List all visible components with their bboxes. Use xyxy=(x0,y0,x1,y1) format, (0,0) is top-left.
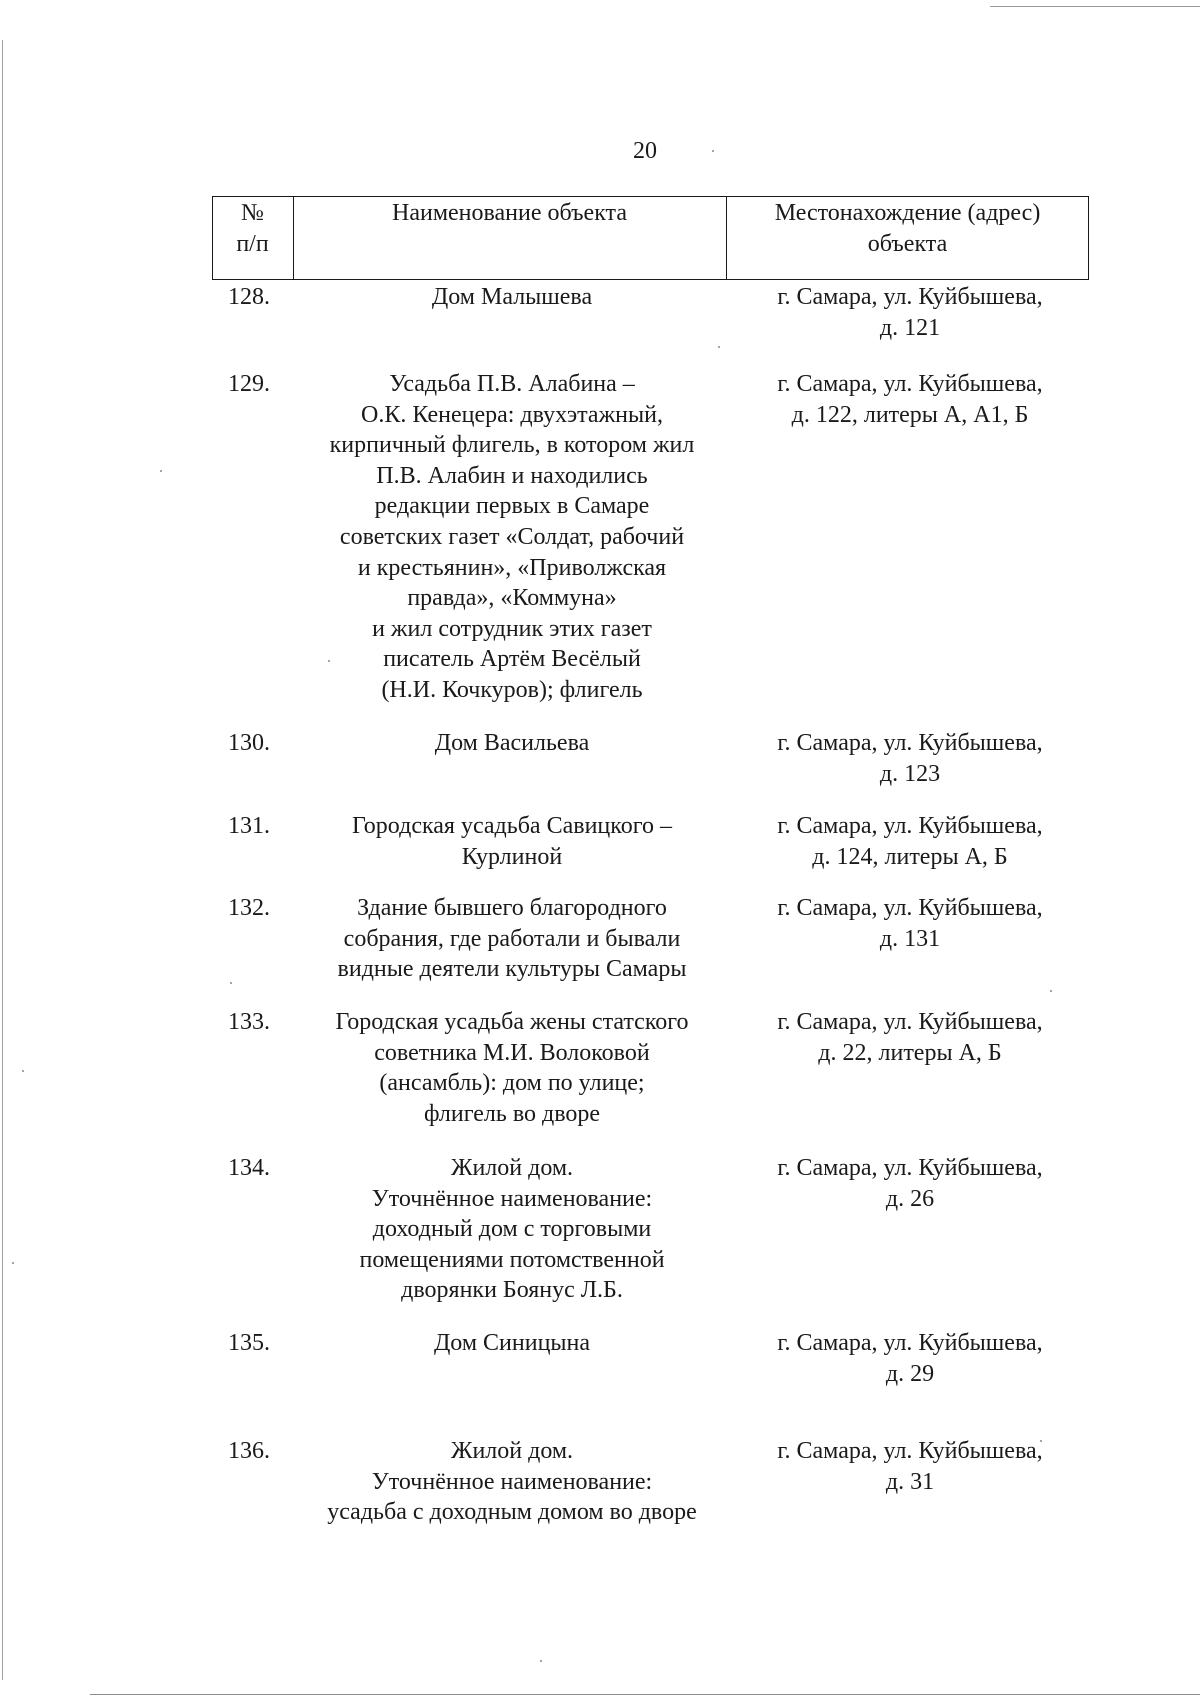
scan-speck xyxy=(230,982,232,984)
scan-speck xyxy=(22,1070,24,1072)
object-address: г. Самара, ул. Куйбышева, д. 26 xyxy=(777,1155,1043,1212)
object-name: Здание бывшего благородного собрания, где работали и бывали видные деятели культуры Самары xyxy=(337,895,687,983)
row-number: 133. xyxy=(228,1009,270,1035)
object-name: Дом Васильева xyxy=(434,730,590,756)
header-object-name: Наименование объекта xyxy=(392,200,627,226)
scan-edge-top xyxy=(990,6,1200,7)
scan-speck xyxy=(712,150,714,152)
object-name: Жилой дом. Уточнённое наименование: усадьба с доходным домом во дворе xyxy=(327,1438,697,1526)
object-address: г. Самара, ул. Куйбышева, д. 22, литеры А, Б xyxy=(777,1009,1043,1066)
row-number: 132. xyxy=(228,895,270,921)
object-name: Городская усадьба жены статского советника М.И. Волоковой (ансамбль): дом по улице; флигель во дворе xyxy=(335,1009,689,1127)
scan-speck xyxy=(160,470,162,472)
object-name: Жилой дом. Уточнённое наименование: доходный дом с торговыми помещениями потомственной дворянки Боянус Л.Б. xyxy=(359,1155,665,1304)
scan-speck xyxy=(12,1262,14,1264)
row-number: 135. xyxy=(228,1330,270,1356)
object-name: Городская усадьба Савицкого – Курлиной xyxy=(352,813,672,870)
row-number: 131. xyxy=(228,813,270,839)
object-address: г. Самара, ул. Куйбышева, д. 122, литеры А, А1, Б xyxy=(777,371,1043,428)
object-name: Дом Синицына xyxy=(433,1330,591,1356)
row-number: 129. xyxy=(228,371,270,397)
object-address: г. Самара, ул. Куйбышева, д. 31 xyxy=(777,1438,1043,1495)
row-number: 128. xyxy=(228,284,270,310)
scan-speck xyxy=(1050,990,1052,992)
row-number: 134. xyxy=(228,1155,270,1181)
object-address: г. Самара, ул. Куйбышева, д. 29 xyxy=(777,1330,1043,1387)
scan-edge-bottom xyxy=(90,1694,1200,1695)
header-address: Местонахождение (адрес) объекта xyxy=(774,200,1041,257)
object-name: Усадьба П.В. Алабина – О.К. Кенецера: двухэтажный, кирпичный флигель, в котором жил П.В. Алабин и находились редакции первых в Самаре советских газет «Солдат, рабочий и крестьянин», «Приволжская правда», «Коммуна» и жил сотрудник этих газет писатель Артём Весёлый (Н.И. Кочкуров); флигель xyxy=(329,371,695,703)
object-name: Дом Малышева xyxy=(431,284,593,310)
scan-speck xyxy=(540,1660,542,1662)
row-number: 130. xyxy=(228,730,270,756)
object-address: г. Самара, ул. Куйбышева, д. 121 xyxy=(777,284,1043,341)
object-address: г. Самара, ул. Куйбышева, д. 124, литеры А, Б xyxy=(777,813,1043,870)
row-number: 136. xyxy=(228,1438,270,1464)
scan-speck xyxy=(718,346,720,348)
scan-edge-left xyxy=(2,40,3,1680)
page-number: 20 xyxy=(633,138,657,164)
object-address: г. Самара, ул. Куйбышева, д. 123 xyxy=(777,730,1043,787)
header-number: № п/п xyxy=(236,200,269,257)
object-address: г. Самара, ул. Куйбышева, д. 131 xyxy=(777,895,1043,952)
